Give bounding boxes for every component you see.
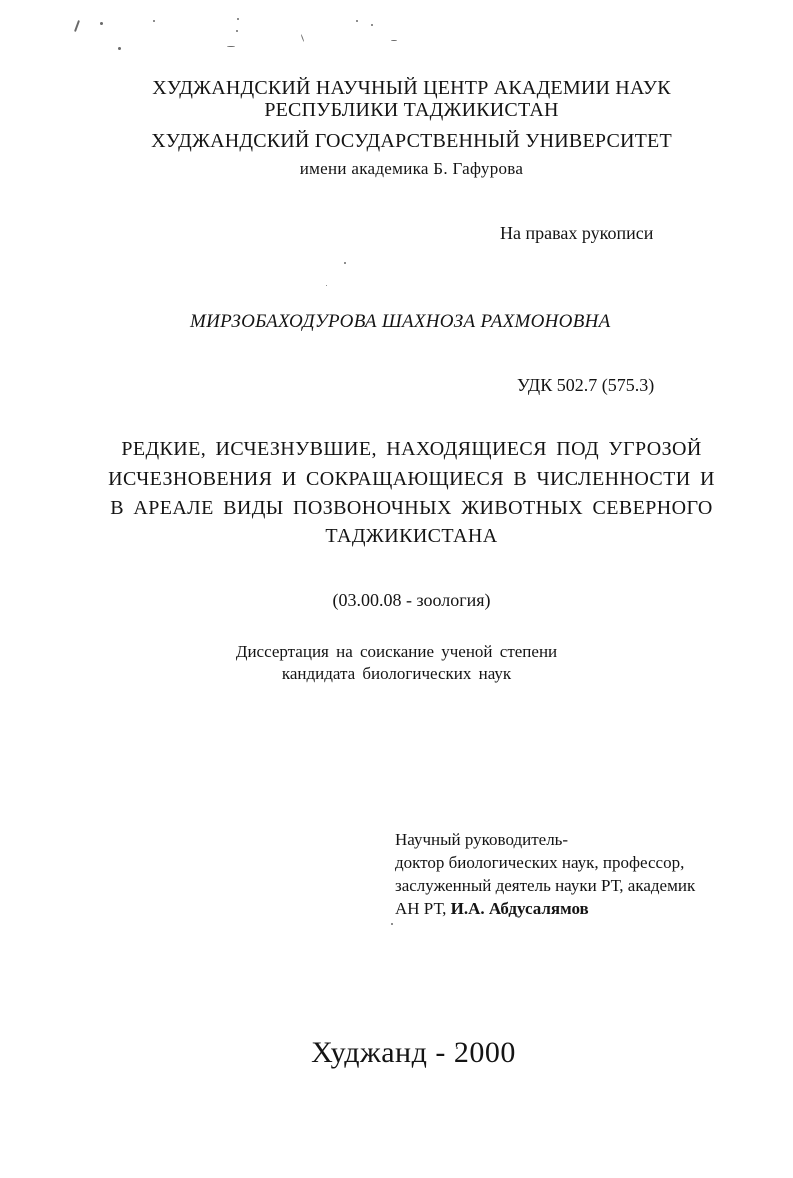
- thesis-title-line-4: ТАДЖИКИСТАНА: [325, 525, 498, 547]
- manuscript-rights-note: На правах рукописи: [500, 223, 654, 243]
- scan-speck: [227, 46, 235, 47]
- advisor-line-2: доктор биологических наук, профессор,: [395, 853, 685, 872]
- scan-speck: [391, 923, 393, 925]
- thesis-title-line-1: РЕДКИЕ, ИСЧЕЗНУВШИЕ, НАХОДЯЩИЕСЯ ПОД УГРОЗОЙ: [121, 438, 702, 460]
- advisor-academy: АН РТ,: [395, 899, 447, 918]
- dissertation-purpose-line-1: Диссертация на соискание ученой степени: [235, 642, 558, 661]
- dissertation-purpose-line-2: кандидата биологических наук: [281, 664, 512, 683]
- scan-speck: [74, 20, 80, 32]
- scan-speck: [356, 20, 358, 22]
- scan-speck: [100, 22, 103, 25]
- institution-line-1: ХУДЖАНДСКИЙ НАУЧНЫЙ ЦЕНТР АКАДЕМИИ НАУК: [152, 77, 671, 99]
- university-name: ХУДЖАНДСКИЙ ГОСУДАРСТВЕННЫЙ УНИВЕРСИТЕТ: [151, 130, 672, 152]
- scan-speck: [326, 285, 327, 286]
- scientific-advisor-block: [395, 828, 695, 920]
- university-named-after: имени академика Б. Гафурова: [299, 159, 524, 178]
- specialty-code: (03.00.08 - зоология): [332, 590, 491, 610]
- thesis-title-line-2: ИСЧЕЗНОВЕНИЯ И СОКРАЩАЮЩИЕСЯ В ЧИСЛЕННОСТИ И: [108, 468, 715, 490]
- scan-speck: [237, 18, 239, 20]
- institution-line-2: РЕСПУБЛИКИ ТАДЖИКИСТАН: [264, 99, 559, 121]
- advisor-line-3: заслуженный деятель науки РТ, академик: [395, 876, 696, 895]
- city-year: Худжанд - 2000: [311, 1036, 516, 1069]
- advisor-line-1: Научный руководитель-: [395, 830, 569, 849]
- advisor-name: И.А. Абдусалямов: [450, 899, 589, 918]
- scan-speck: [118, 47, 121, 50]
- scan-speck: [344, 262, 346, 264]
- scan-speck: [236, 30, 238, 32]
- scan-speck: [153, 20, 155, 22]
- author-name: МИРЗОБАХОДУРОВА ШАХНОЗА РАХМОНОВНА: [190, 311, 611, 332]
- scan-speck: [301, 34, 305, 42]
- scan-speck: [391, 40, 397, 41]
- scan-speck: [371, 24, 373, 26]
- advisor-line-4: [395, 897, 695, 920]
- udk-code: УДК 502.7 (575.3): [517, 375, 655, 395]
- thesis-title-line-3: В АРЕАЛЕ ВИДЫ ПОЗВОНОЧНЫХ ЖИВОТНЫХ СЕВЕРНОГО: [110, 497, 713, 519]
